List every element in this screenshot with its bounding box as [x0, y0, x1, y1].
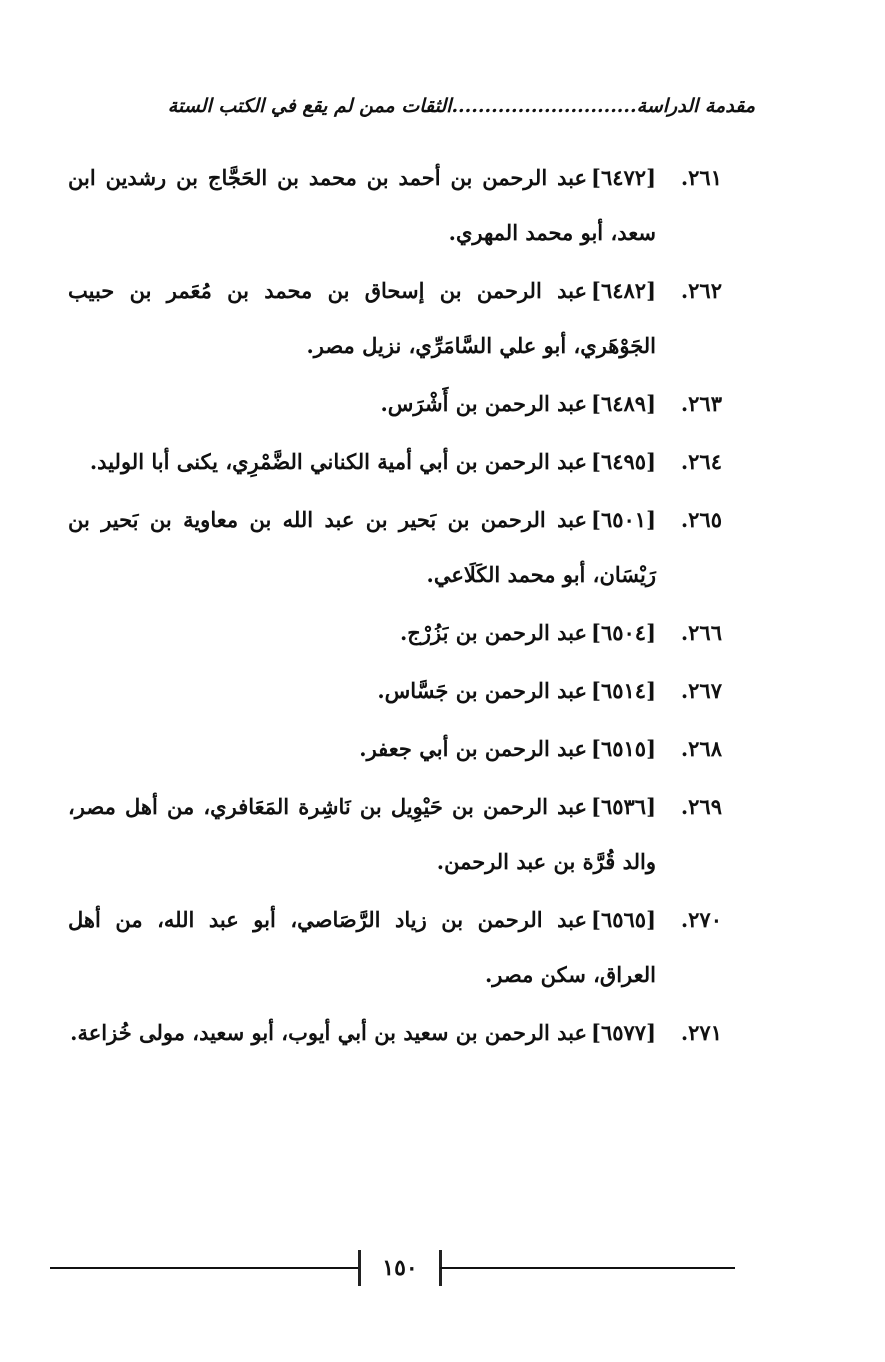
list-item	[68, 263, 722, 373]
entry-number: ٢٦٧.	[680, 678, 722, 703]
entry-text	[68, 434, 656, 489]
list-item	[68, 663, 722, 718]
entry-number: ٢٧٠.	[680, 907, 722, 932]
list-item	[68, 721, 722, 776]
entry-text	[68, 892, 656, 1002]
entry-reference: [٦٥١٥]	[591, 736, 656, 761]
entry-name: عبد الرحمن بن بَزُرْج.	[399, 620, 587, 645]
entry-reference: [٦٥١٤]	[591, 678, 656, 703]
entry-name: عبد الرحمن بن أبي جعفر.	[359, 736, 587, 761]
entry-number: ٢٦٢.	[680, 278, 722, 303]
page-footer	[50, 1248, 735, 1288]
header-book-title: الثقات ممن لم يقع في الكتب الستة	[167, 95, 452, 117]
entry-text	[68, 263, 656, 373]
entry-number: ٢٦٦.	[680, 620, 722, 645]
list-item	[68, 150, 722, 260]
entry-number: ٢٦٩.	[680, 794, 722, 819]
footer-rule-left	[50, 1267, 360, 1269]
list-item	[68, 1005, 722, 1060]
entry-name: عبد الرحمن بن زياد الرَّصَاصي، أبو عبد الله، من أهل العراق، سكن مصر.	[68, 907, 656, 987]
entry-reference: [٦٥٠٤]	[591, 620, 656, 645]
entry-reference: [٦٥٦٥]	[591, 907, 656, 932]
entry-text	[68, 1005, 656, 1060]
list-item	[68, 892, 722, 1002]
entry-text	[68, 150, 656, 260]
entry-reference: [٦٥٣٦]	[591, 794, 656, 819]
entry-reference: [٦٥٧٧]	[591, 1020, 656, 1045]
entry-number: ٢٦٨.	[680, 736, 722, 761]
entry-name: عبد الرحمن بن حَيْوِيل بن نَاشِرة المَعَافري، من أهل مصر، والد قُرَّة بن عبد الرحمن.	[68, 794, 656, 874]
entry-text	[68, 721, 656, 776]
entry-text	[68, 492, 656, 602]
list-item	[68, 492, 722, 602]
entry-name: عبد الرحمن بن أبي أمية الكناني الضَّمْرِي، يكنى أبا الوليد.	[89, 449, 587, 474]
entry-reference: [٦٤٨٢]	[591, 278, 656, 303]
entry-list	[68, 150, 722, 1063]
entry-reference: [٦٥٠١]	[591, 507, 656, 532]
list-item	[68, 376, 722, 431]
running-header	[100, 95, 755, 117]
entry-number: ٢٦٥.	[680, 507, 722, 532]
list-item	[68, 605, 722, 660]
entry-reference: [٦٤٧٢]	[591, 165, 656, 190]
list-item	[68, 779, 722, 889]
entry-reference: [٦٤٩٥]	[591, 449, 656, 474]
page-number: ١٥٠	[358, 1250, 442, 1286]
entry-number: ٢٦١.	[680, 165, 722, 190]
entry-name: عبد الرحمن بن أَشْرَس.	[380, 391, 587, 416]
entry-text	[68, 605, 656, 660]
entry-number: ٢٦٣.	[680, 391, 722, 416]
list-item	[68, 434, 722, 489]
entry-number: ٢٦٤.	[680, 449, 722, 474]
entry-text	[68, 376, 656, 431]
entry-name: عبد الرحمن بن بَحير بن عبد الله بن معاوية بن بَحير بن رَيْسَان، أبو محمد الكَلَاعي.	[68, 507, 656, 587]
entry-name: عبد الرحمن بن سعيد بن أبي أيوب، أبو سعيد، مولى خُزاعة.	[70, 1020, 587, 1045]
entry-name: عبد الرحمن بن جَسَّاس.	[377, 678, 587, 703]
entry-name: عبد الرحمن بن أحمد بن محمد بن الحَجَّاج بن رشدين ابن سعد، أبو محمد المهري.	[68, 165, 656, 245]
entry-reference: [٦٤٨٩]	[591, 391, 656, 416]
header-section-title: مقدمة الدراسة	[636, 95, 755, 117]
header-dot-leader: ............................	[451, 95, 637, 117]
entry-name: عبد الرحمن بن إسحاق بن محمد بن مُعَمر بن حبيب الجَوْهَري، أبو علي السَّامَرِّي، نزيل مصر.	[68, 278, 656, 358]
entry-text	[68, 779, 656, 889]
entry-number: ٢٧١.	[680, 1020, 722, 1045]
entry-text	[68, 663, 656, 718]
footer-rule-right	[440, 1267, 735, 1269]
